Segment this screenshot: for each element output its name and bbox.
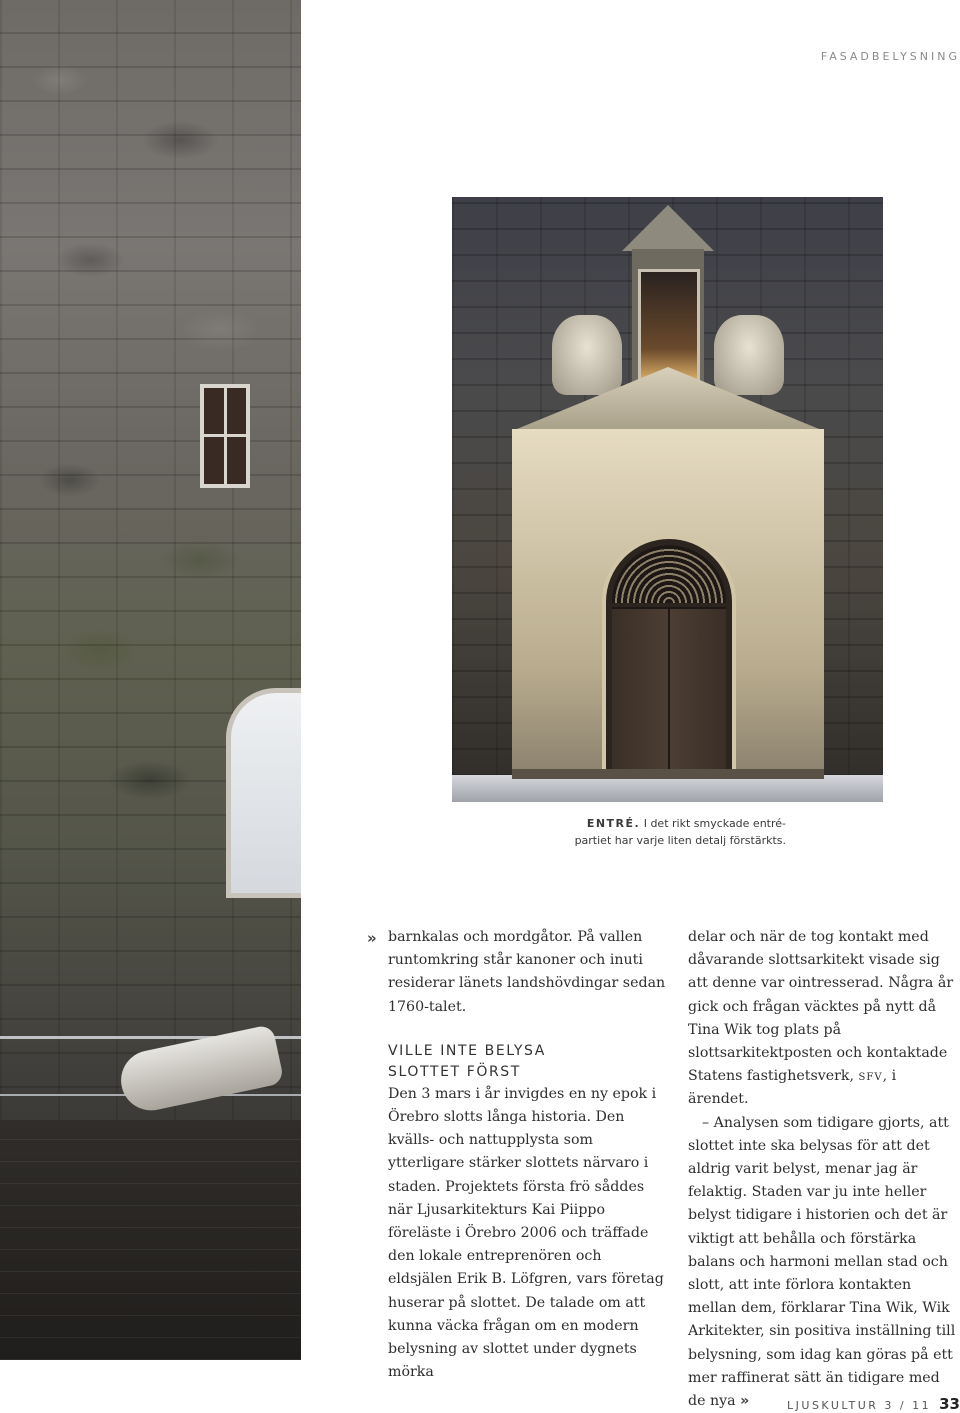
lion-sculpture-right — [714, 315, 784, 395]
continued-marker: » — [367, 929, 377, 947]
lion-sculpture-left — [552, 315, 622, 395]
article-column-right — [688, 926, 960, 1413]
section-label: FASADBELYSNING — [820, 50, 960, 63]
paragraph: barnkalas och mordgåtor. På vallen runtomkring står kanoner och inuti residerar länets landshövdingar sedan 1760-talet. — [388, 929, 666, 1015]
snow-ground — [452, 775, 883, 802]
subheading-line2: SLOTTET FÖRST — [388, 1063, 521, 1080]
caption-lead: ENTRÉ. — [586, 817, 641, 830]
paragraph-text: , i ärendet. — [688, 1068, 897, 1108]
entrance-photo — [452, 197, 883, 802]
wooden-door — [612, 607, 726, 789]
subheading-line1: VILLE INTE BELYSA — [388, 1042, 546, 1059]
abbreviation: sfv — [858, 1068, 883, 1085]
paragraph — [688, 1112, 960, 1413]
end-marker: » — [740, 1393, 750, 1410]
magazine-name: LJUSKULTUR 3 / 11 — [787, 1399, 932, 1412]
paragraph-text: delar och när de tog kontakt med dåvarande slottsarkitekt visade sig att denne var ointresserad. Några år gick och frågan väcktes på nytt då Tina Wik tog plats på slottsarkitektposten och kontaktade Statens fastighetsverk, — [688, 929, 954, 1085]
page-number: 33 — [939, 1395, 960, 1413]
page-footer — [787, 1394, 960, 1413]
paragraph: Den 3 mars i år invigdes en ny epok i Örebro slotts långa historia. Den kvälls- och nattupplysta som ytterligare stärker slottets närvaro i staden. Projektets första frö såddes när Ljusarkitekturs Kai Piippo föreläste i Örebro 2006 och träffade den lokale entreprenören och eldsjälen Erik B. Löfgren, vars företag huserar på slottet. De talade om att kunna väcka frågan om en modern belysning av slottet under dygnets mörka — [388, 1085, 664, 1381]
paragraph — [688, 926, 960, 1112]
article-column-left — [388, 926, 668, 1384]
arched-window — [226, 688, 301, 898]
paragraph-text: – Analysen som tidigare gjorts, att slottet inte ska belysas för att det aldrig varit belyst, menar jag är felaktig. Staden var ju inte heller belyst tidigare i historien och det är viktigt att behålla och förstärka balans och harmoni mellan stad och slott, att inte förlora kontakten mellan dem, förklarar Tina Wik, Wik Arkitekter, sin positiva inställning till belysning, som idag kan göras på ett mer raffinerat sätt än tidigare med de nya — [688, 1114, 956, 1410]
caption-line2: partiet har varje liten detalj förstärkts. — [574, 834, 786, 847]
rampart-wall — [0, 1120, 301, 1360]
castle-wall-photo — [0, 0, 301, 1360]
small-window — [200, 384, 250, 488]
subheading — [388, 1041, 668, 1083]
photo-caption — [546, 815, 786, 849]
caption-line1: I det rikt smyckade entré- — [640, 817, 786, 830]
